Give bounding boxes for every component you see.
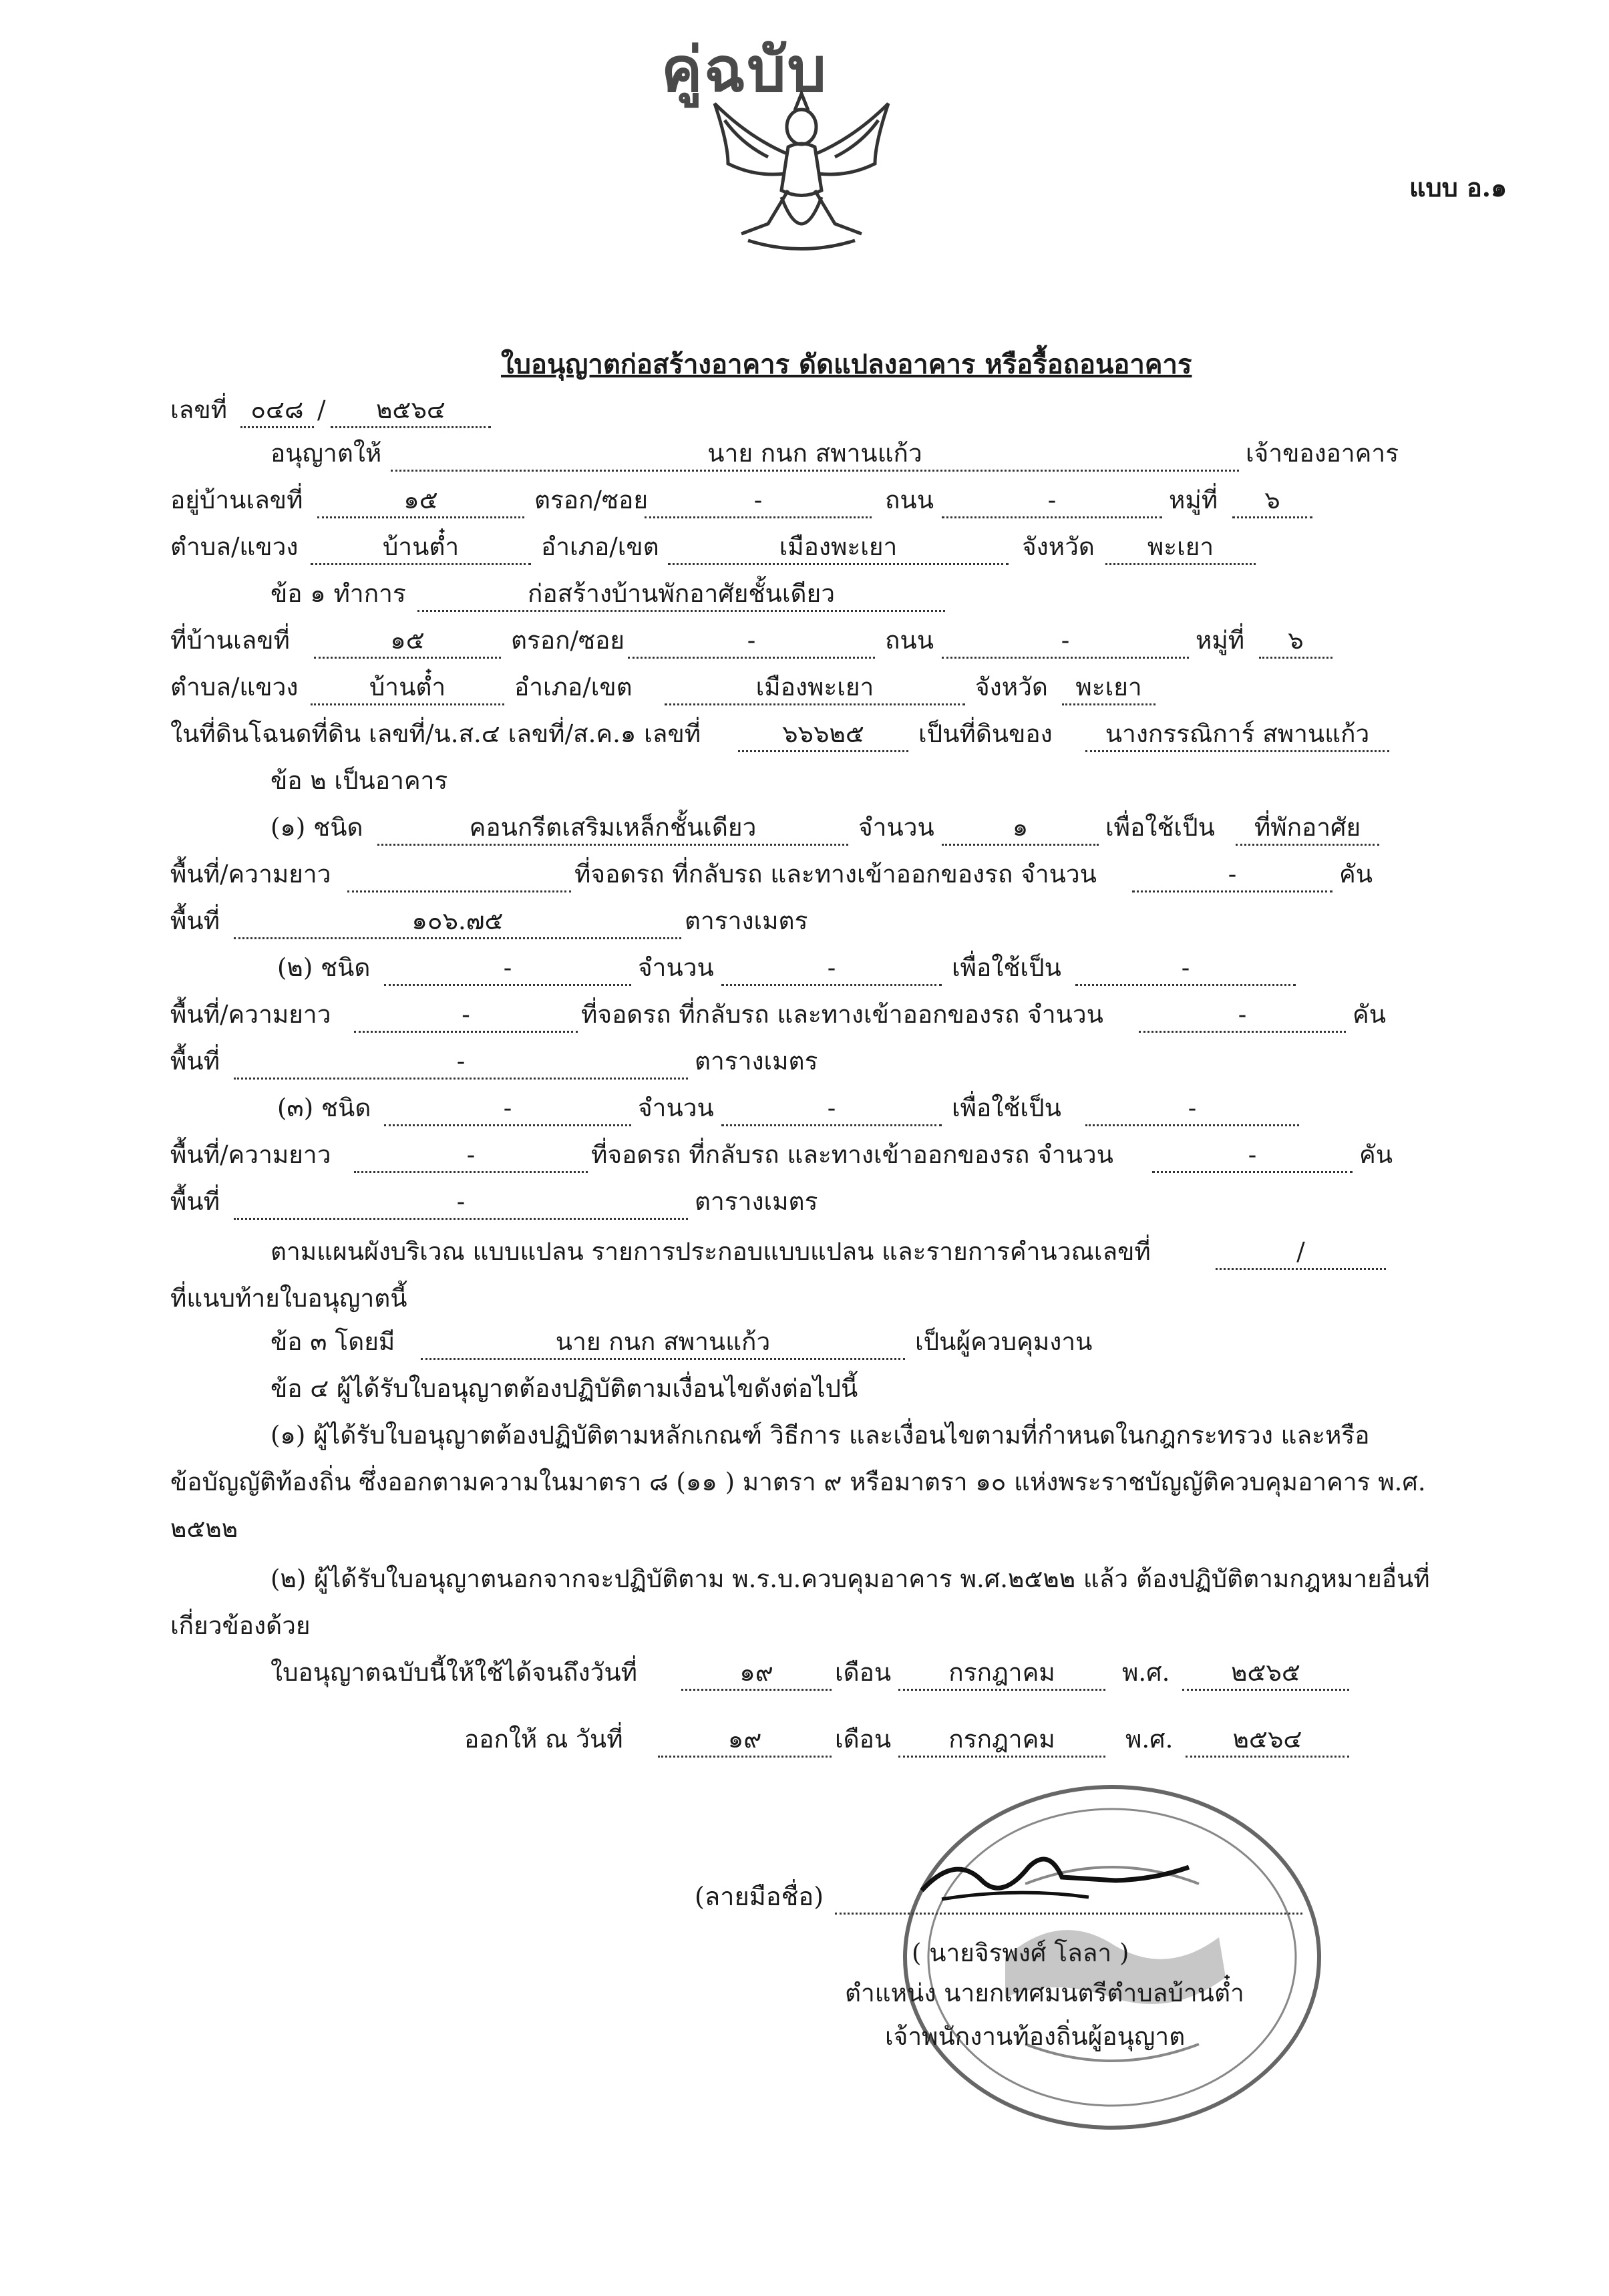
permit-year-value: ๒๕๖๔ (331, 394, 491, 428)
b1-type: คอนกรีตเสริมเหล็กชั้นเดียว (377, 812, 848, 846)
b3-area-len-label: พื้นที่/ความยาว (170, 1140, 331, 1169)
b2-type: - (384, 952, 631, 986)
item4-c2-l2: เกี่ยวข้องด้วย (170, 1611, 311, 1640)
page-title: ใบอนุญาตก่อสร้างอาคาร ดัดแปลงอาคาร หรือรื้อถอนอาคาร (501, 349, 1192, 380)
b3-use: - (1085, 1092, 1299, 1126)
item4-c1-l3: ๒๕๒๒ (170, 1514, 238, 1543)
item4-c1-l1: (๑) ผู้ได้รับใบอนุญาตต้องปฏิบัติตามหลักเกณฑ์ วิธีการ และเงื่อนไขตามที่กำหนดในกฎกระทรวง และหรือ (271, 1421, 1370, 1450)
plan-value: / (1216, 1236, 1386, 1270)
copy-stamp: คู่ฉบับ (661, 33, 828, 106)
land-label: ในที่ดินโฉนดที่ดิน เลขที่/น.ส.๔ เลขที่/ส.ค.๑ เลขที่ (170, 719, 701, 748)
b3-parking: - (1152, 1139, 1353, 1173)
permit-no-sep: / (317, 395, 326, 424)
item4-c2-l1: (๒) ผู้ได้รับใบอนุญาตนอกจากจะปฏิบัติตาม พ.ร.บ.ควบคุมอาคาร พ.ศ.๒๕๒๒ แล้ว ต้องปฏิบัติตามกฎหมายอื่นที่ (271, 1565, 1430, 1593)
b1-num: (๑) ชนิด (271, 813, 363, 842)
site-province-label: จังหวัด (975, 673, 1048, 701)
owner-province: พะเยา (1105, 531, 1256, 565)
item4-c1-l2: ข้อบัญญัติท้องถิ่น ซึ่งออกตามความในมาตรา ๘ (๑๑ ) มาตรา ๙ หรือมาตรา ๑๐ แห่งพระราชบัญญัติควบคุมอาคาร พ.ศ. (170, 1468, 1426, 1496)
b2-parking: - (1139, 999, 1346, 1033)
b1-area: ๑๐๖.๗๕ (234, 905, 681, 939)
site-subdistrict-label: ตำบล/แขวง (170, 673, 299, 701)
site-moo-label: หมู่ที่ (1196, 626, 1245, 655)
form-code: แบบ อ.๑ (1409, 172, 1507, 202)
site-subdistrict: บ้านต๋ำ (311, 671, 504, 705)
b3-area-label: พื้นที่ (170, 1187, 220, 1216)
issued-day: ๑๙ (658, 1724, 832, 1758)
handwritten-signature-icon (915, 1840, 1196, 1914)
b1-parking: - (1132, 858, 1332, 892)
b2-use-label: เพื่อใช้เป็น (952, 953, 1061, 982)
b3-qty-label: จำนวน (638, 1094, 714, 1122)
item4-label: ข้อ ๔ ผู้ได้รับใบอนุญาตต้องปฏิบัติตามเงื่อนไขดังต่อไปนี้ (271, 1374, 858, 1403)
valid-month: กรกฎาคม (898, 1657, 1105, 1691)
item2-label: ข้อ ๒ เป็นอาคาร (271, 766, 448, 795)
site-district: เมืองพะเยา (665, 671, 965, 705)
owner-house-label: อยู่บ้านเลขที่ (170, 486, 303, 514)
b3-type: - (384, 1092, 631, 1126)
b2-num: (๒) ชนิด (277, 953, 371, 982)
valid-day: ๑๙ (681, 1657, 832, 1691)
owner-subdistrict-label: ตำบล/แขวง (170, 532, 299, 561)
site-moo: ๖ (1259, 625, 1332, 659)
signer-position: ตำแหน่ง นายกเทศมนตรีตำบลบ้านต๋ำ (845, 1979, 1244, 2007)
land-owner-label: เป็นที่ดินของ (918, 719, 1053, 748)
b2-area-unit: ตารางเมตร (695, 1047, 818, 1076)
b2-area-len: - (354, 999, 578, 1033)
owner-moo: ๖ (1232, 484, 1312, 518)
land-deed-no: ๖๖๖๒๕ (738, 718, 908, 752)
owner-suffix: เจ้าของอาคาร (1246, 439, 1399, 468)
b2-qty-label: จำนวน (638, 953, 714, 982)
owner-alley: - (645, 484, 872, 518)
owner-province-label: จังหวัด (1022, 532, 1095, 561)
site-alley: - (628, 625, 875, 659)
b3-parking-unit: คัน (1359, 1140, 1393, 1169)
owner-subdistrict: บ้านต๋ำ (311, 531, 531, 565)
garuda-emblem-icon (688, 90, 915, 257)
b2-area-label: พื้นที่ (170, 1047, 220, 1076)
b1-area-label: พื้นที่ (170, 907, 220, 935)
valid-month-label: เดือน (835, 1658, 892, 1687)
issued-month-label: เดือน (835, 1725, 892, 1754)
item1-label: ข้อ ๑ ทำการ (271, 579, 406, 608)
b1-area-len-label: พื้นที่/ความยาว (170, 860, 331, 888)
site-road: - (942, 625, 1189, 659)
owner-alley-label: ตรอก/ซอย (534, 486, 649, 514)
permit-no-value: ๐๔๘ (240, 394, 314, 428)
b2-area-len-label: พื้นที่/ความยาว (170, 1000, 331, 1029)
b1-area-len (347, 858, 571, 892)
permit-no-label: เลขที่ (170, 395, 228, 424)
owner-district-label: อำเภอ/เขต (541, 532, 659, 561)
signer-name: ( นายจิรพงศ์ โลลา ) (912, 1939, 1129, 1967)
b1-parking-unit: คัน (1339, 860, 1373, 888)
plan-line2: ที่แนบท้ายใบอนุญาตนี้ (170, 1284, 407, 1313)
b2-qty: - (721, 952, 942, 986)
owner-name: นาย กนก สพานแก้ว (391, 438, 1239, 472)
b1-qty: ๑ (942, 812, 1099, 846)
b1-use-label: เพื่อใช้เป็น (1105, 813, 1215, 842)
land-owner: นางกรรณิการ์ สพานแก้ว (1085, 718, 1389, 752)
item3-suffix: เป็นผู้ควบคุมงาน (915, 1327, 1093, 1356)
issued-month: กรกฎาคม (898, 1724, 1105, 1758)
site-house-no: ๑๕ (314, 625, 501, 659)
b2-area: - (234, 1045, 688, 1080)
valid-year-label: พ.ศ. (1122, 1658, 1170, 1687)
b1-use: ที่พักอาศัย (1236, 812, 1379, 846)
supervisor-name: นาย กนก สพานแก้ว (421, 1326, 905, 1360)
b2-parking-unit: คัน (1353, 1000, 1387, 1029)
site-district-label: อำเภอ/เขต (514, 673, 633, 701)
b3-area: - (234, 1186, 688, 1220)
owner-road-label: ถนน (885, 486, 934, 514)
b2-parking-label: ที่จอดรถ ที่กลับรถ และทางเข้าออกของรถ จำนวน (581, 1000, 1103, 1029)
site-road-label: ถนน (885, 626, 934, 655)
issued-label: ออกให้ ณ วันที่ (464, 1725, 623, 1754)
owner-district: เมืองพะเยา (668, 531, 1009, 565)
b3-parking-label: ที่จอดรถ ที่กลับรถ และทางเข้าออกของรถ จำนวน (591, 1140, 1113, 1169)
owner-label: อนุญาตให้ (271, 439, 382, 468)
b3-qty: - (721, 1092, 942, 1126)
b1-qty-label: จำนวน (858, 813, 934, 842)
issued-year-label: พ.ศ. (1125, 1725, 1174, 1754)
site-house-label: ที่บ้านเลขที่ (170, 626, 290, 655)
plan-label: ตามแผนผังบริเวณ แบบแปลน รายการประกอบแบบแปลน และรายการคำนวณเลขที่ (271, 1237, 1151, 1266)
b3-use-label: เพื่อใช้เป็น (952, 1094, 1061, 1122)
valid-year: ๒๕๖๕ (1182, 1657, 1349, 1691)
valid-label: ใบอนุญาตฉบับนี้ให้ใช้ได้จนถึงวันที่ (271, 1658, 638, 1687)
item3-label: ข้อ ๓ โดยมี (271, 1327, 395, 1356)
b1-parking-label: ที่จอดรถ ที่กลับรถ และทางเข้าออกของรถ จำนวน (574, 860, 1097, 888)
b2-use: - (1075, 952, 1296, 986)
b3-num: (๓) ชนิด (277, 1094, 371, 1122)
signer-role: เจ้าพนักงานท้องถิ่นผู้อนุญาต (885, 2022, 1186, 2051)
item1-value: ก่อสร้างบ้านพักอาศัยชั้นเดียว (417, 578, 945, 612)
signature-label: (ลายมือชื่อ) (695, 1882, 824, 1911)
site-province: พะเยา (1062, 671, 1155, 705)
b3-area-len: - (354, 1139, 588, 1173)
b3-area-unit: ตารางเมตร (695, 1187, 818, 1216)
issued-year: ๒๕๖๔ (1186, 1724, 1349, 1758)
owner-house-no: ๑๕ (317, 484, 524, 518)
b1-area-unit: ตารางเมตร (685, 907, 808, 935)
owner-moo-label: หมู่ที่ (1169, 486, 1218, 514)
site-alley-label: ตรอก/ซอย (511, 626, 625, 655)
owner-road: - (942, 484, 1162, 518)
